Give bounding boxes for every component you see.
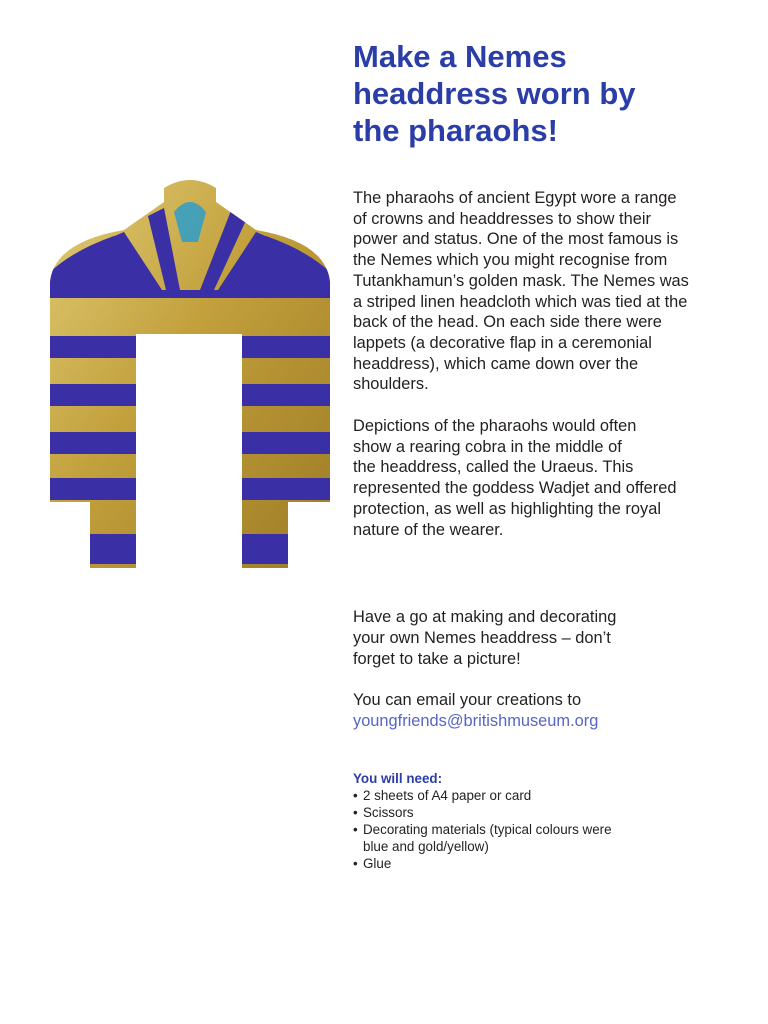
email-paragraph xyxy=(353,690,733,731)
text-line: Have a go at making and decorating xyxy=(353,608,617,627)
list-item: • Glue xyxy=(353,855,733,872)
email-link[interactable]: youngfriends@britishmuseum.org xyxy=(353,712,599,731)
depictions-paragraph xyxy=(353,416,733,540)
nemes-headdress-illustration xyxy=(44,172,336,572)
text-line: back of the head. On each side there were xyxy=(353,313,662,332)
email-intro: You can email your creations to xyxy=(353,691,582,710)
text-line: Tutankhamun’s golden mask. The Nemes was xyxy=(353,271,689,290)
list-item-line: • Decorating materials (typical colours were xyxy=(363,821,612,837)
text-line: the headdress, called the Uraeus. This xyxy=(353,458,634,477)
text-line: lappets (a decorative flap in a ceremonial xyxy=(353,333,652,352)
text-line: Depictions of the pharaohs would often xyxy=(353,417,637,436)
page-title xyxy=(353,38,733,149)
text-line: your own Nemes headdress – don’t xyxy=(353,628,611,647)
text-line: The pharaohs of ancient Egypt wore a range xyxy=(353,189,677,207)
title-line: headdress worn by xyxy=(353,76,636,111)
text-line: protection, as well as highlighting the royal xyxy=(353,499,661,518)
list-item: • 2 sheets of A4 paper or card xyxy=(353,787,733,804)
text-line: show a rearing cobra in the middle of xyxy=(353,437,622,456)
text-line: of crowns and headdresses to show their xyxy=(353,209,651,228)
intro-paragraph xyxy=(353,188,733,395)
text-line: power and status. One of the most famous is xyxy=(353,230,679,249)
list-item-line: blue and gold/yellow) xyxy=(363,838,489,854)
list-item: • Scissors xyxy=(353,804,733,821)
call-to-action-paragraph xyxy=(353,607,733,669)
materials-title: You will need: xyxy=(353,770,443,786)
list-item xyxy=(353,821,733,855)
text-line: shoulders. xyxy=(353,375,429,394)
text-line: nature of the wearer. xyxy=(353,520,504,539)
text-line: a striped linen headcloth which was tied at the xyxy=(353,292,688,311)
text-line: headdress), which came down over the xyxy=(353,354,639,373)
content-column xyxy=(353,38,733,872)
text-line: represented the goddess Wadjet and offered xyxy=(353,479,677,498)
title-line: the pharaohs! xyxy=(353,113,558,148)
text-line: forget to take a picture! xyxy=(353,649,521,668)
title-line: Make a Nemes xyxy=(353,39,567,74)
text-line: the Nemes which you might recognise from xyxy=(353,251,668,270)
materials-list xyxy=(353,770,733,872)
